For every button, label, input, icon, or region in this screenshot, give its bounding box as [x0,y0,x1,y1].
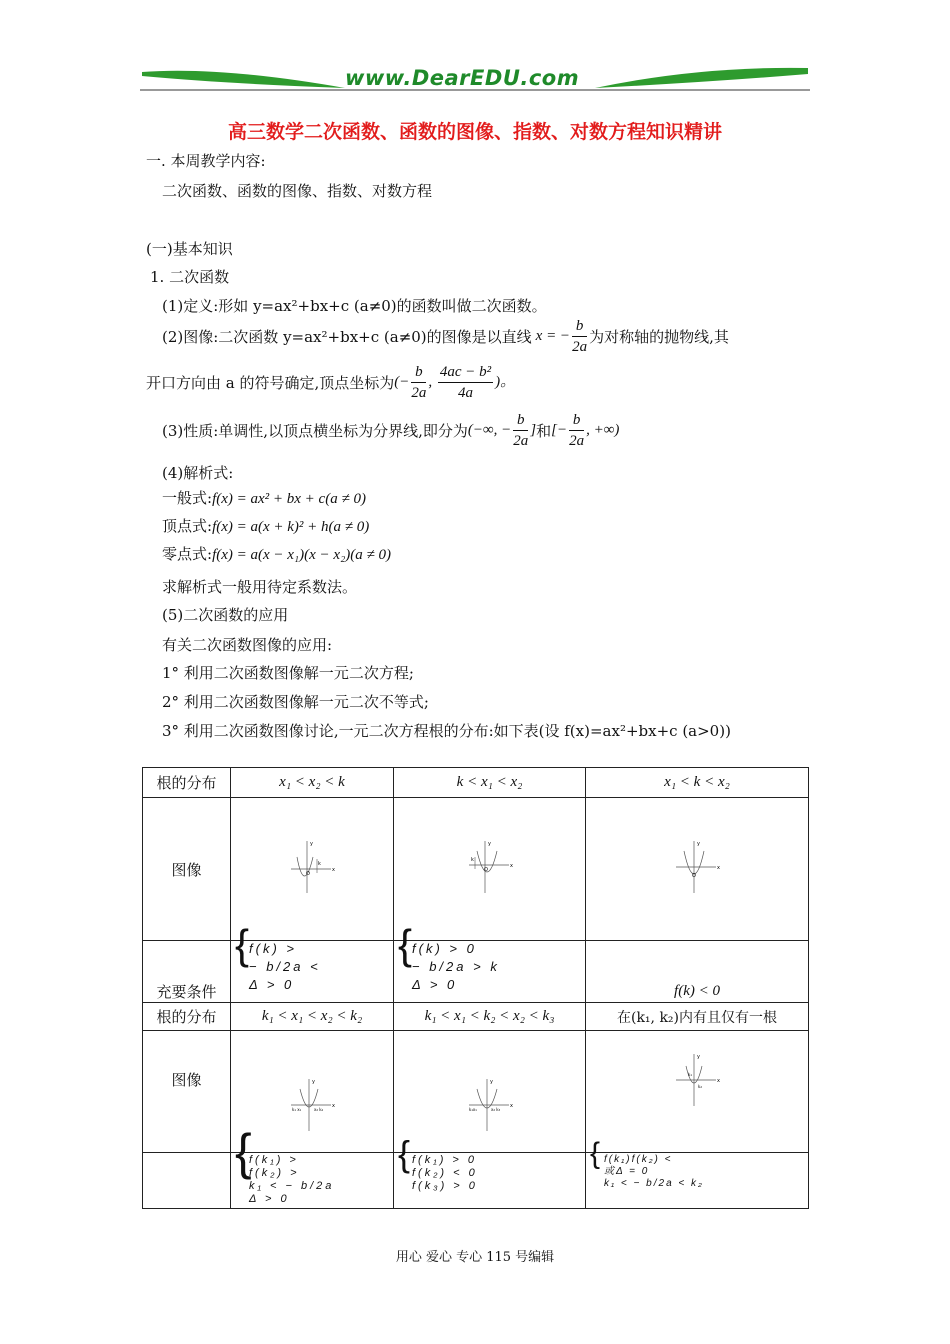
svg-text:x₂ k₃: x₂ k₃ [490,1106,500,1112]
svg-text:x: x [509,1102,513,1109]
parabola-graph-icon [287,837,337,897]
svg-text:k₁x₁: k₁x₁ [468,1106,477,1112]
table-row [143,798,809,941]
svg-text:O: O [306,871,310,877]
graph-text-c: 开口方向由 a 的符号确定,顶点坐标为 [146,373,395,392]
svg-text:y: y [487,841,491,847]
interval-2: [− $\frac{b}{2a}$ , +∞) [551,411,620,449]
svg-text:x: x [332,867,335,873]
svg-text:k₂: k₂ [698,1083,702,1089]
condition-system: { f(k₁)f(k₂) < 或Δ = 0 k₁ < − b/2a < k₂ [590,1137,704,1189]
expr-heading: (4)解析式: [162,464,234,482]
graph-text-b: 为对称轴的抛物线,其 [589,327,729,346]
row-label-empty [143,1153,231,1209]
case-header: x₁ < k < x₂ [586,768,809,798]
graph-cell [231,798,394,941]
basic-heading: (一)基本知识 [146,240,233,258]
svg-text:y: y [310,841,313,847]
axis-formula: x = − $\frac{b}{2a}$ [535,317,588,355]
zero-form: 零点式:f(x) = a(x − x₁)(x − x₂)(a ≠ 0) [162,545,392,563]
condition-cell [394,921,586,1003]
prop-text-b: 和 [536,421,552,440]
svg-text:y: y [697,1053,700,1060]
parabola-graph-icon [465,1075,515,1135]
property-line [162,408,619,452]
app-item-2: 2° 利用二次函数图像解一元二次不等式; [162,693,429,711]
app-item-1: 1° 利用二次函数图像解一元二次方程; [162,664,414,682]
svg-text:O: O [483,867,488,873]
svg-text:x: x [332,1102,335,1109]
row-label-distribution: 根的分布 [143,1003,231,1031]
graph-cell [586,798,809,941]
graph-line [162,314,729,358]
site-url: www.DearEDU.com [345,66,580,90]
svg-text:k: k [470,857,474,863]
app-item-3: 3° 利用二次函数图像讨论,一元二次方程根的分布:如下表(设 f(x)=ax²+bx+c (a>0)) [162,722,731,740]
section-heading: 一. 本周教学内容: [146,152,266,170]
graph-text-a: (2)图像:二次函数 y=ax²+bx+c (a≠0)的图像是以直线 [162,327,532,346]
case-header: k₁ < x₁ < k₂ < x₂ < k₃ [394,1003,586,1031]
page-footer: 用心 爱心 专心 115 号编辑 [395,1250,555,1265]
parabola-graph-icon [672,837,722,897]
condition-system: { f(k₁) > f(k₂) > k₁ < − b/2a Δ > 0 [235,1124,335,1205]
table-row [143,941,809,1003]
svg-text:x: x [717,1077,720,1084]
section-content: 二次函数、函数的图像、指数、对数方程 [162,182,433,200]
row-label-graph: 图像 [143,1031,231,1153]
graph-cell [586,1031,809,1153]
graph-cell [394,1031,586,1153]
app-intro: 有关二次函数图像的应用: [162,636,333,654]
svg-text:x: x [509,863,513,869]
svg-text:x₂ k₂: x₂ k₂ [314,1106,324,1112]
interval-1: (−∞, − $\frac{b}{2a}$ ] [467,411,537,449]
parabola-graph-icon [465,837,515,897]
vertex-form: 顶点式:f(x) = a(x + k)² + h(a ≠ 0) [162,517,370,535]
case-header: x₁ < x₂ < k [231,768,394,798]
item1-heading: 1. 二次函数 [150,268,230,286]
vertex-line [146,360,515,404]
condition-cell [231,1124,394,1209]
general-form: 一般式:f(x) = ax² + bx + c(a ≠ 0) [162,489,366,507]
condition-cell: f(k) < 0 [586,941,809,1003]
condition-cell [394,1133,586,1209]
condition-system: { f(k) > − b/2a < Δ > 0 [235,921,321,992]
condition-system: { f(k₁) > 0 f(k₂) < 0 f(k₃) > 0 [398,1133,478,1192]
app-heading: (5)二次函数的应用 [162,606,289,624]
svg-text:k: k [318,861,321,867]
table-row [143,1003,809,1031]
svg-text:y: y [489,1078,493,1085]
row-label-condition: 充要条件 [143,941,231,1003]
root-distribution-table [142,767,809,1209]
definition-text: (1)定义:形如 y=ax²+bx+c (a≠0)的函数叫做二次函数。 [162,297,547,315]
case-header: k₁ < x₁ < x₂ < k₂ [231,1003,394,1031]
parabola-graph-icon [672,1050,722,1110]
graph-cell [394,798,586,941]
svg-text:y: y [312,1078,315,1085]
table-row [143,768,809,798]
svg-text:k₁: k₁ [688,1071,692,1077]
svg-text:y: y [697,841,700,847]
prop-text-a: (3)性质:单调性,以顶点横坐标为分界线,即分为 [162,421,468,440]
case-header: 在(k₁, k₂)内有且仅有一根 [586,1003,809,1031]
site-banner [140,62,810,96]
parabola-graph-icon [287,1075,337,1135]
case-header: k < x₁ < x₂ [394,768,586,798]
condition-cell [231,921,394,1003]
row-label-distribution: 根的分布 [143,768,231,798]
vertex-formula: (− $\frac{b}{2a}$ , $\frac{\text{4ac − b²}}{4a}$ )。 [394,363,516,401]
svg-text:x: x [717,865,720,871]
svg-text:O: O [692,873,696,879]
method-text: 求解析式一般用待定系数法。 [162,578,358,596]
table-row [143,1153,809,1209]
graph-cell [231,1031,394,1153]
svg-text:k₁ x₁: k₁ x₁ [292,1106,302,1112]
row-label-graph: 图像 [143,798,231,941]
condition-cell [586,1137,809,1209]
condition-system: { f(k) > 0 − b/2a > k Δ > 0 [398,921,500,992]
page-title: 高三数学二次函数、函数的图像、指数、对数方程知识精讲 [227,121,722,143]
